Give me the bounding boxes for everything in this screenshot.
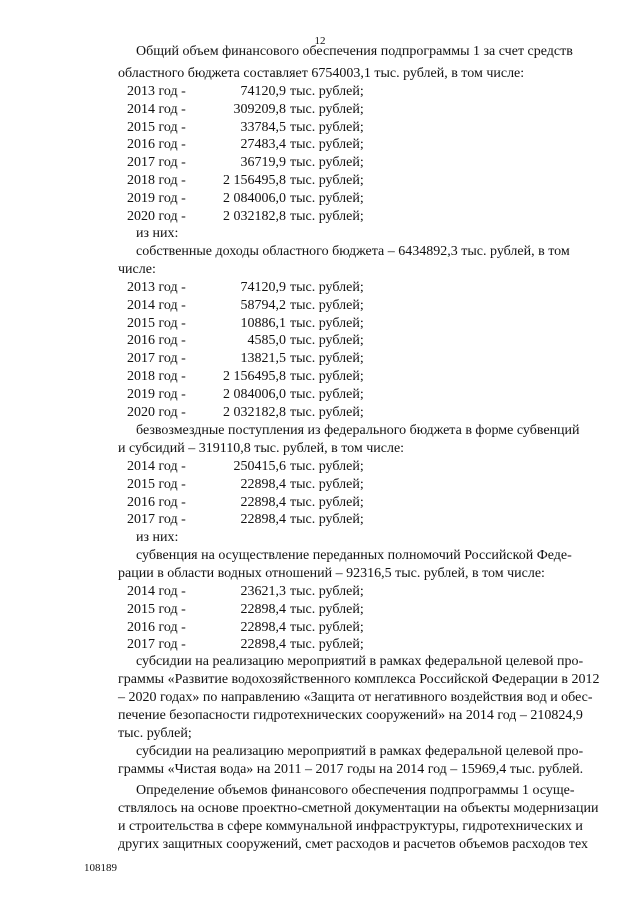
list-item-unit: тыс. рублей; [290, 190, 364, 206]
list-item-value: 309209,8 [233, 101, 286, 117]
subvention-line-1: субвенция на осуществление переданных полномочий Российской Феде- [136, 548, 572, 563]
list-item-year: 2019 год - [127, 190, 186, 206]
list-item-value: 33784,5 [240, 119, 286, 135]
list-item-year: 2016 год - [127, 494, 186, 510]
list-item-year: 2015 год - [127, 315, 186, 331]
list-item-year: 2017 год - [127, 155, 186, 171]
list-item-year: 2017 год - [127, 637, 186, 653]
list-item-unit: тыс. рублей; [290, 459, 364, 474]
list-item-year: 2016 год - [127, 619, 186, 635]
subsidy1-line-3: – 2020 годах» по направлению «Защита от негативного воздействия вод и обес- [118, 690, 593, 705]
list-item-year: 2013 год - [127, 84, 186, 99]
list-item-unit: тыс. рублей; [290, 351, 364, 367]
list-item-unit: тыс. рублей; [290, 173, 364, 188]
list-item-unit: тыс. рублей; [290, 119, 364, 135]
list-item-unit: тыс. рублей; [290, 637, 364, 653]
list-item-unit: тыс. рублей; [290, 601, 364, 617]
list-item-value: 27483,4 [240, 137, 286, 153]
list-item-year: 2014 год - [127, 584, 186, 599]
list-item-year: 2019 год - [127, 386, 186, 402]
subsidy2-line-2: граммы «Чистая вода» на 2011 – 2017 годы на 2014 год – 15969,4 тыс. рублей. [118, 762, 584, 777]
list-item-unit: тыс. рублей; [290, 208, 364, 224]
subsidy1-line-4: печение безопасности гидротехнических сооружений» на 2014 год – 210824,9 [118, 708, 583, 723]
list-item-value: 2 032182,8 [223, 208, 286, 224]
list-item-value: 22898,4 [240, 476, 286, 492]
list-item-value: 4585,0 [247, 333, 286, 349]
list-item-unit: тыс. рублей; [290, 315, 364, 331]
list-item-value: 22898,4 [240, 619, 286, 635]
list-item-value: 74120,9 [240, 84, 286, 99]
list-item-unit: тыс. рублей; [290, 494, 364, 510]
own-revenue-line-2: числе: [118, 262, 156, 277]
list-item-unit: тыс. рублей; [290, 386, 364, 402]
list-item-value: 22898,4 [240, 512, 286, 528]
definition-line-1: Определение объемов финансового обеспечения подпрограммы 1 осуще- [136, 783, 575, 798]
list-item-year: 2018 год - [127, 369, 186, 384]
subsidy1-line-1: субсидии на реализацию мероприятий в рамках федеральной целевой про- [136, 654, 584, 669]
list-item-value: 2 156495,8 [223, 369, 286, 384]
list-item-value: 2 032182,8 [223, 404, 286, 420]
intro-line-1: Общий объем финансового обеспечения подпрограммы 1 за счет средств [136, 44, 573, 59]
list-item-unit: тыс. рублей; [290, 512, 364, 528]
list-item-year: 2020 год - [127, 404, 186, 420]
list-item-year: 2014 год - [127, 101, 186, 117]
list-item-value: 250415,6 [233, 459, 286, 474]
iz-nih-label-2: из них: [136, 530, 179, 545]
list-item-year: 2020 год - [127, 208, 186, 224]
definition-line-4: других защитных сооружений, смет расходов и расчетов объемов расходов тех [118, 837, 588, 852]
list-item-unit: тыс. рублей; [290, 101, 364, 117]
definition-line-2: ствлялось на основе проектно-сметной документации на объекты модернизации [118, 801, 599, 816]
list-item-value: 2 084006,0 [223, 190, 286, 206]
subsidy2-line-1: субсидии на реализацию мероприятий в рамках федеральной целевой про- [136, 744, 584, 759]
list-item-year: 2016 год - [127, 137, 186, 153]
list-item-unit: тыс. рублей; [290, 280, 364, 295]
list-item-unit: тыс. рублей; [290, 404, 364, 420]
list-item-unit: тыс. рублей; [290, 476, 364, 492]
list-item-value: 2 156495,8 [223, 173, 286, 188]
list-item-year: 2016 год - [127, 333, 186, 349]
page-number: 12 [314, 35, 326, 47]
list-item-value: 10886,1 [240, 315, 286, 331]
list-item-year: 2014 год - [127, 459, 186, 474]
list-item-value: 2 084006,0 [223, 386, 286, 402]
list-item-value: 36719,9 [240, 155, 286, 171]
list-item-unit: тыс. рублей; [290, 333, 364, 349]
list-item-unit: тыс. рублей; [290, 619, 364, 635]
subsidy1-line-2: граммы «Развитие водохозяйственного комплекса Российской Федерации в 2012 [118, 672, 600, 687]
list-item-value: 74120,9 [240, 280, 286, 295]
list-item-value: 58794,2 [240, 297, 286, 313]
list-item-year: 2014 год - [127, 297, 186, 313]
list-item-year: 2017 год - [127, 351, 186, 367]
list-item-year: 2015 год - [127, 119, 186, 135]
list-item-value: 13821,5 [240, 351, 286, 367]
list-item-year: 2015 год - [127, 476, 186, 492]
list-item-unit: тыс. рублей; [290, 84, 364, 99]
list-item-value: 22898,4 [240, 601, 286, 617]
list-item-value: 22898,4 [240, 494, 286, 510]
federal-line-1: безвозмездные поступления из федерального бюджета в форме субвенций [136, 423, 580, 438]
list-item-unit: тыс. рублей; [290, 297, 364, 313]
list-item-value: 23621,3 [240, 584, 286, 599]
iz-nih-label-1: из них: [136, 226, 179, 241]
list-item-value: 22898,4 [240, 637, 286, 653]
intro-line-2: областного бюджета составляет 6754003,1 тыс. рублей, в том числе: [118, 66, 525, 81]
document-footer-code: 108189 [84, 862, 117, 874]
list-item-unit: тыс. рублей; [290, 584, 364, 599]
own-revenue-line-1: собственные доходы областного бюджета – 6434892,3 тыс. рублей, в том [136, 244, 570, 259]
list-item-year: 2017 год - [127, 512, 186, 528]
list-item-unit: тыс. рублей; [290, 137, 364, 153]
list-item-unit: тыс. рублей; [290, 155, 364, 171]
federal-line-2: и субсидий – 319110,8 тыс. рублей, в том числе: [118, 441, 405, 456]
subsidy1-line-5: тыс. рублей; [118, 726, 192, 741]
list-item-year: 2013 год - [127, 280, 186, 295]
subvention-line-2: рации в области водных отношений – 92316,5 тыс. рублей, в том числе: [118, 566, 545, 581]
list-item-year: 2015 год - [127, 601, 186, 617]
list-item-unit: тыс. рублей; [290, 369, 364, 384]
definition-line-3: и строительства в сфере коммунальной инфраструктуры, гидротехнических и [118, 819, 583, 834]
list-item-year: 2018 год - [127, 173, 186, 188]
